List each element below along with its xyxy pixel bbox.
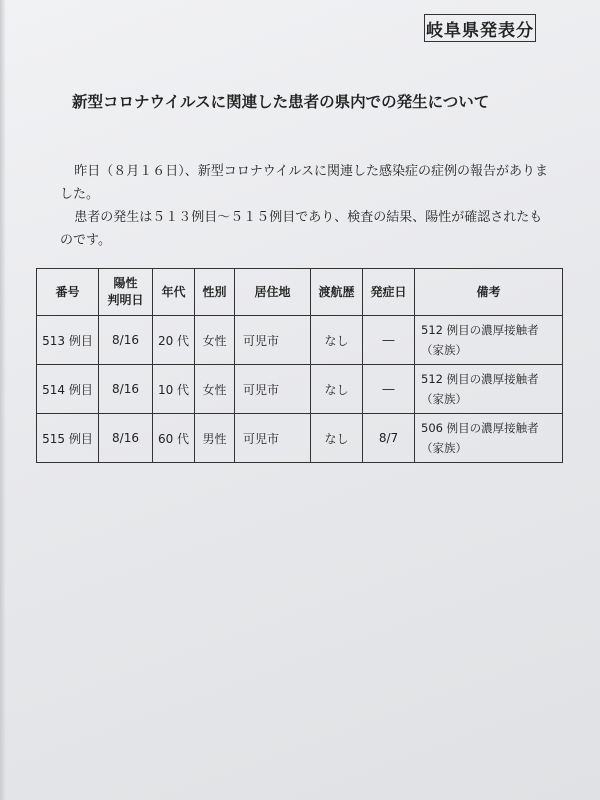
cell-date: 8/16 [99,316,153,365]
prefecture-stamp: 岐阜県発表分 [424,14,536,42]
note-line2: （家族） [421,392,467,406]
note-line1: 506 例目の濃厚接触者 [421,421,539,435]
cell-num: 514 例目 [37,365,99,414]
paragraph-report: 昨日（８月１６日）、新型コロナウイルスに関連した感染症の症例の報告がありました。 [60,164,549,202]
header-travel: 渡航歴 [311,269,363,316]
cell-onset: ― [363,316,415,365]
document-title: 新型コロナウイルスに関連した患者の県内での発生について [72,93,490,111]
note-line1: 512 例目の濃厚接触者 [421,323,539,337]
note-line1: 512 例目の濃厚接触者 [421,372,539,386]
cell-residence: 可児市 [235,414,311,463]
cell-num: 515 例目 [37,414,99,463]
header-age: 年代 [153,269,195,316]
header-sex: 性別 [195,269,235,316]
header-residence: 居住地 [235,269,311,316]
cell-date: 8/16 [99,414,153,463]
cell-travel: なし [311,316,363,365]
patient-table [36,268,563,463]
cell-num: 513 例目 [37,316,99,365]
table-row [37,414,563,463]
cell-travel: なし [311,365,363,414]
cell-sex: 女性 [195,365,235,414]
table-row [37,316,563,365]
cell-notes [415,316,563,365]
body-text [60,160,550,252]
cell-onset: ― [363,365,415,414]
cell-sex: 男性 [195,414,235,463]
cell-notes [415,365,563,414]
header-notes: 備考 [415,269,563,316]
note-line2: （家族） [421,343,467,357]
paragraph-cases: 患者の発生は５１３例目～５１５例目であり、検査の結果、陽性が確認されたものです。 [60,210,543,248]
table-header-row [37,269,563,316]
note-line2: （家族） [421,441,467,455]
header-num: 番号 [37,269,99,316]
cell-notes [415,414,563,463]
page-edge-shadow [0,0,6,800]
cell-sex: 女性 [195,316,235,365]
header-date-line1: 陽性 [113,276,138,290]
header-onset: 発症日 [363,269,415,316]
cell-residence: 可児市 [235,316,311,365]
table-row [37,365,563,414]
cell-age: 10 代 [153,365,195,414]
cell-date: 8/16 [99,365,153,414]
cell-age: 60 代 [153,414,195,463]
header-positive-date [99,269,153,316]
cell-age: 20 代 [153,316,195,365]
header-date-line2: 判明日 [107,293,144,307]
cell-onset: 8/7 [363,414,415,463]
cell-residence: 可児市 [235,365,311,414]
cell-travel: なし [311,414,363,463]
